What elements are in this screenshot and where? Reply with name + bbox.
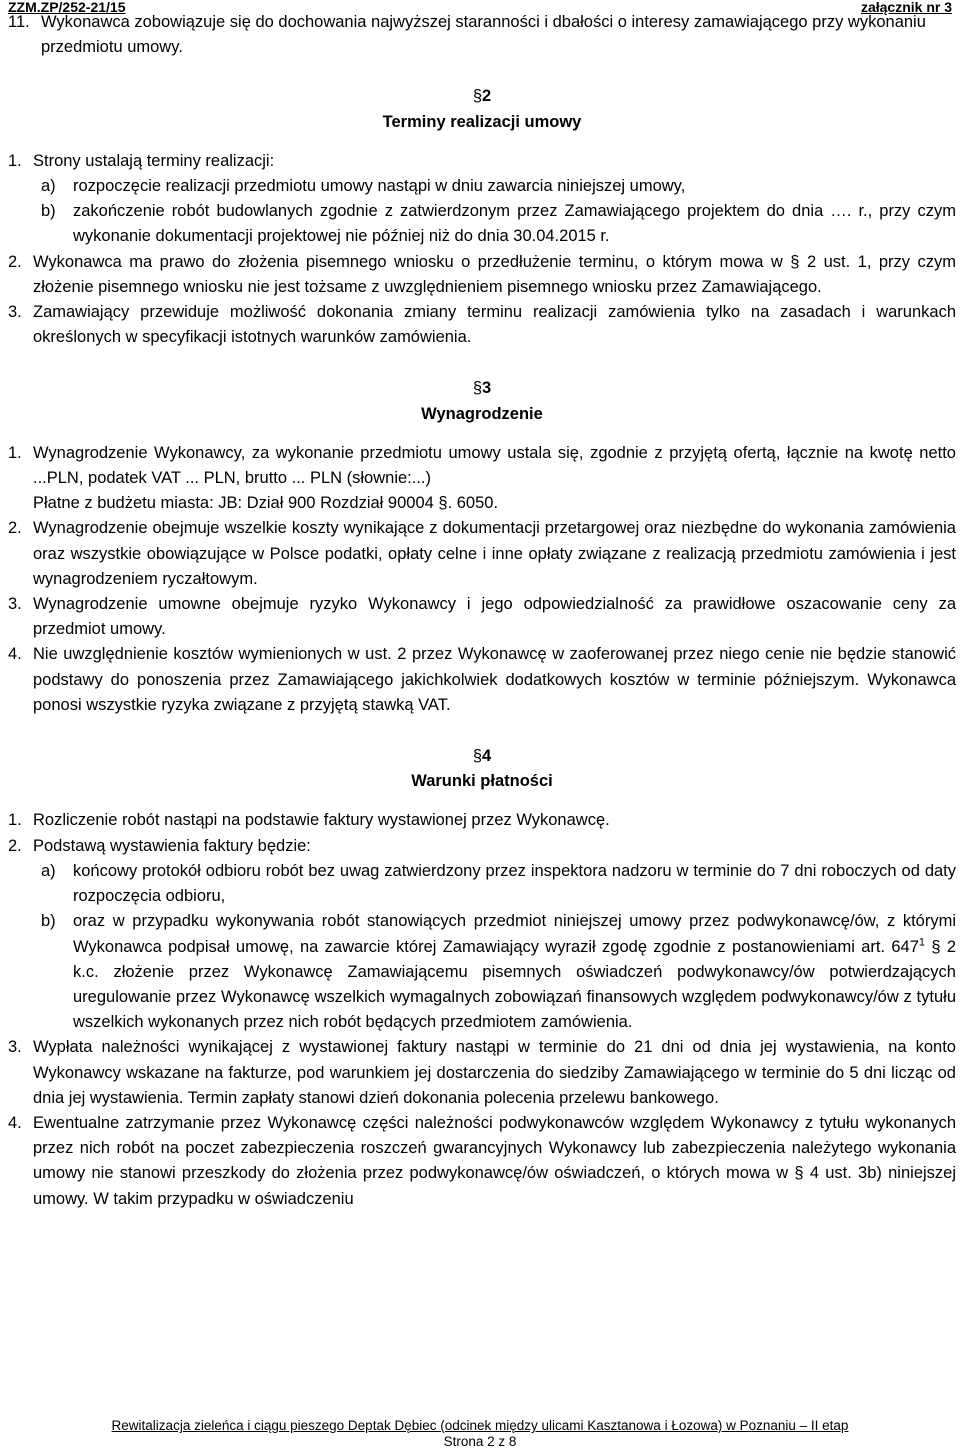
document-body xyxy=(8,10,956,1212)
s4-item-4: 4. Ewentualne zatrzymanie przez Wykonawcę części należności podwykonawców względem Wykonawcy z tytułu wykonanych przez nich robót na poczet zabezpieczenia roszczeń gwarancyjnych Wykonawcy lub zabezpieczenia należytego wykonania umowy nie stanowi przeszkody do złożenia przez podwykonawcę/ów oświadczeń, o których mowa w § 4 ust. 3b) niniejszej umowy. W takim przypadku w oświadczeniu xyxy=(8,1113,956,1208)
s4-item-2: 2. Podstawą wystawienia faktury będzie: xyxy=(8,836,311,855)
s4-item-2b: b) oraz w przypadku wykonywania robót stanowiących przedmiot niniejszej umowy przez podwykonawcę/ów, z którymi Wykonawca podpisał umowę, na zawarcie której Zamawiający wyraził zgodę zgodnie z postanowieniami art. $647^1$ § 2 k.c. złożenie przez Wykonawcę Zamawiającemu pisemnych oświadczeń podwykonawcy/ów potwierdzających uregulowanie przez Wykonawcę wszelkich wymagalnych zobowiązań finansowych względem podwykonawcy/ów z tytułu wszelkich wykonanych przez nich robót będących przedmiotem zamówienia. xyxy=(41,912,956,1032)
attachment-label: załącznik nr 3 xyxy=(860,0,952,15)
section-title: Warunki płatności xyxy=(411,772,553,791)
section-number: § 4 xyxy=(8,744,956,769)
section-3-heading xyxy=(8,376,956,426)
section-2-heading xyxy=(8,84,956,134)
section-number: § 3 xyxy=(8,376,956,401)
s2-item-1b: b) zakończenie robót budowlanych zgodnie z zatwierdzonym przez Zamawiającego projektem do dnia …. r., przy czym wykonanie dokumentacji projektowej nie później niż do dnia 30.04.2015 r. xyxy=(41,202,956,246)
section-4-heading xyxy=(8,744,956,794)
s3-item-3: 3. Wynagrodzenie umowne obejmuje ryzyko Wykonawcy i jego odpowiedzialność za prawidłowe oszacowanie ceny za przedmiot umowy. xyxy=(8,595,956,639)
case-number: ZZM.ZP/252-21/15 xyxy=(8,0,126,15)
section-title: Wynagrodzenie xyxy=(421,404,543,423)
s4-item-3: 3. Wypłata należności wynikającej z wystawionej faktury nastąpi w terminie do 21 dni od dnia jej wystawienia, na konto Wykonawcy wskazane na fakturze, pod warunkiem jej dostarczenia do siedziby Zamawiającego w terminie do 5 dni licząc od dnia jej wystawienia. Termin zapłaty stanowi dzień dokonania polecenia przelewu bankowego. xyxy=(8,1038,956,1107)
project-title: Rewitalizacja zieleńca i ciągu pieszego Deptak Dębiec (odcinek między ulicami Kasztanowa i Łozowa) w Poznaniu – II etap xyxy=(111,1418,849,1433)
s2-item-1: 1. Strony ustalają terminy realizacji: xyxy=(8,151,275,170)
s2-item-2: 2. Wykonawca ma prawo do złożenia pisemnego wniosku o przedłużenie terminu, o którym mowa w § 2 ust. 1, przy czym złożenie pisemnego wniosku nie jest tożsame z uwzględnieniem pisemnego wniosku przez Zamawiającego. xyxy=(8,252,956,296)
s3-item-4: 4. Nie uwzględnienie kosztów wymienionych w ust. 2 przez Wykonawcę w zaoferowanej przez niego cenie nie będzie stanowić podstawy do ponoszenia przez Zamawiającego jakichkolwiek dodatkowych kosztów w terminie późniejszym. Wykonawca ponosi wszystkie ryzyka związane z przyjętą stawką VAT. xyxy=(8,645,956,714)
s3-item-2: 2. Wynagrodzenie obejmuje wszelkie koszty wynikające z dokumentacji przetargowej oraz niezbędne do wykonania zamówienia oraz wszystkie obowiązujące w Polsce podatki, opłaty celne i inne opłaty związane z realizacją przedmiotu zamówienia i jest wynagrodzeniem ryczałtowym. xyxy=(8,519,956,588)
paragraph-11: 11. Wykonawca zobowiązuje się do dochowania najwyższej staranności i dbałości o interesy zamawiającego przy wykonaniu przedmiotu umowy. xyxy=(8,13,926,57)
page-number: Strona 2 z 8 xyxy=(443,1434,517,1449)
s4-item-1: 1. Rozliczenie robót nastąpi na podstawie faktury wystawionej przez Wykonawcę. xyxy=(8,811,610,830)
section-number: § 2 xyxy=(8,84,956,109)
page-footer xyxy=(0,1418,960,1450)
s2-item-3: 3. Zamawiający przewiduje możliwość dokonania zmiany terminu realizacji zamówienia tylko na zasadach i warunkach określonych w specyfikacji istotnych warunków zamówienia. xyxy=(8,303,956,347)
s2-item-1a: a) rozpoczęcie realizacji przedmiotu umowy nastąpi w dniu zawarcia niniejszej umowy, xyxy=(41,177,686,196)
s4-item-2a: a) końcowy protokół odbioru robót bez uwag zatwierdzony przez inspektora nadzoru w terminie do 7 dni roboczych od daty rozpoczęcia odbioru, xyxy=(41,861,956,906)
section-title: Terminy realizacji umowy xyxy=(382,112,582,131)
s3-item-1: 1. Wynagrodzenie Wykonawcy, za wykonanie przedmiotu umowy ustala się, zgodnie z przyjętą ofertą, łącznie na kwotę netto ...PLN, podatek VAT ... PLN, brutto ... PLN (słownie:...) Płatne z budżetu miasta: JB: Dział 900 Rozdział 90004 §. 6050. xyxy=(8,443,956,513)
